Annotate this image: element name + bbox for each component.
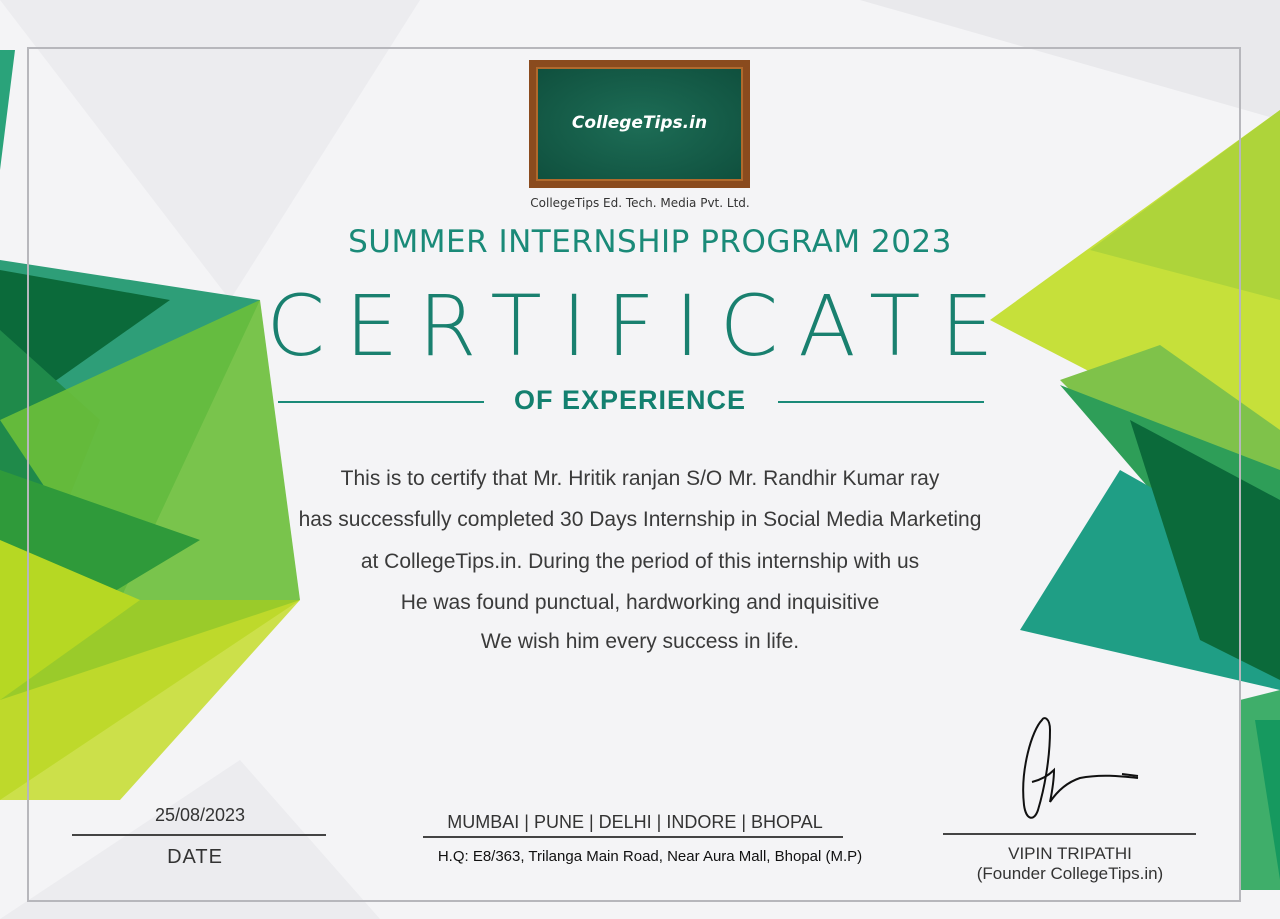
date-underline — [72, 834, 326, 836]
divider-right — [778, 401, 984, 403]
cities-underline — [423, 836, 843, 838]
founder-signature — [1010, 710, 1150, 830]
date-value: 25/08/2023 — [154, 805, 246, 825]
date-label: DATE — [167, 846, 223, 868]
program-title: SUMMER INTERNSHIP PROGRAM 2023 — [348, 224, 952, 260]
company-name: CollegeTips Ed. Tech. Media Pvt. Ltd. — [530, 196, 750, 210]
body-line: at CollegeTips.in. During the period of this internship with us — [360, 550, 920, 573]
logo-chalkboard — [529, 60, 750, 188]
signatory-title: (Founder CollegeTips.in) — [976, 864, 1164, 883]
body-line: We wish him every success in life. — [480, 630, 800, 653]
headquarters-address: H.Q: E8/363, Trilanga Main Road, Near Aura Mall, Bhopal (M.P) — [437, 848, 863, 865]
certificate-subtitle: OF EXPERIENCE — [513, 385, 747, 415]
logo-text: CollegeTips.in — [571, 113, 708, 133]
divider-left — [278, 401, 484, 403]
certificate-title: CERTIFICATE — [266, 277, 1014, 375]
signatory-name: VIPIN TRIPATHI — [1008, 844, 1132, 863]
body-line: He was found punctual, hardworking and inquisitive — [400, 591, 880, 614]
office-cities: MUMBAI | PUNE | DELHI | INDORE | BHOPAL — [447, 812, 823, 832]
body-line: has successfully completed 30 Days Internship in Social Media Marketing — [298, 508, 982, 531]
signature-underline — [943, 833, 1196, 835]
body-line: This is to certify that Mr. Hritik ranjan S/O Mr. Randhir Kumar ray — [340, 467, 940, 490]
